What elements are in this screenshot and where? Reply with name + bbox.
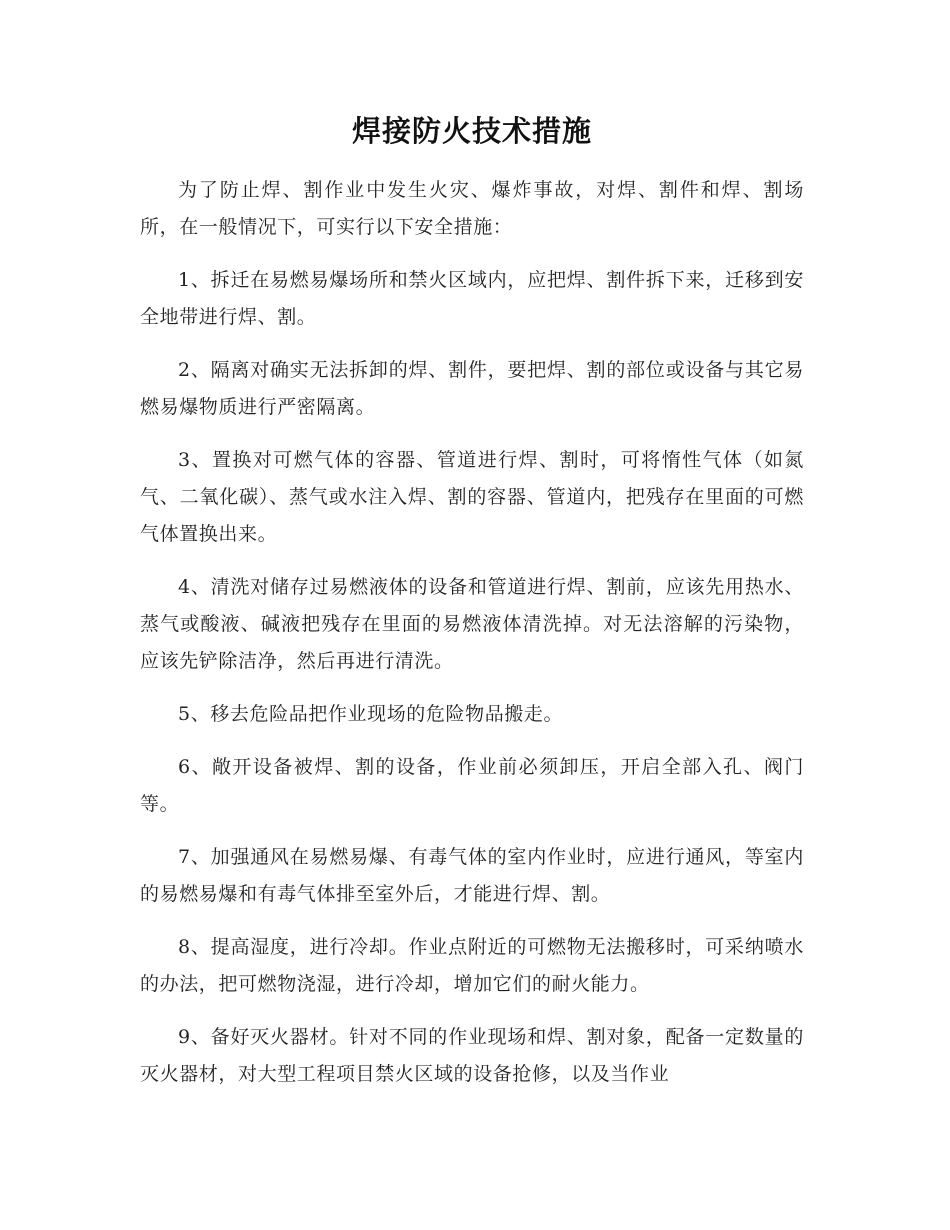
paragraph-item-6: 6、敞开设备被焊、割的设备，作业前必须卸压，开启全部入孔、阀门等。 — [140, 756, 804, 815]
document-page — [140, 106, 804, 1109]
paragraph-item-8: 8、提高湿度，进行冷却。作业点附近的可燃物无法搬移时，可采纳喷水的办法，把可燃物浇湿，进行冷却，增加它们的耐火能力。 — [140, 936, 804, 995]
paragraph-item-4: 4、清洗对储存过易燃液体的设备和管道进行焊、割前，应该先用热水、蒸气或酸液、碱液把残存在里面的易燃液体清洗掉。对无法溶解的污染物，应该先铲除洁净，然后再进行清洗。 — [140, 576, 804, 672]
paragraph-item-3: 3、置换对可燃气体的容器、管道进行焊、割时，可将惰性气体（如氮气、二氧化碳）、蒸气或水注入焊、割的容器、管道内，把残存在里面的可燃气体置换出来。 — [140, 449, 804, 545]
paragraph-item-5: 5、移去危险品把作业现场的危险物品搬走。 — [178, 703, 564, 725]
paragraph-item-2: 2、隔离对确实无法拆卸的焊、割件，要把焊、割的部位或设备与其它易燃易爆物质进行严密隔离。 — [140, 359, 804, 418]
paragraph-item-1: 1、拆迁在易燃易爆场所和禁火区域内，应把焊、割件拆下来，迁移到安全地带进行焊、割。 — [140, 269, 804, 328]
paragraph-item-7: 7、加强通风在易燃易爆、有毒气体的室内作业时，应进行通风，等室内的易燃易爆和有毒气体排至室外后，才能进行焊、割。 — [140, 846, 804, 905]
paragraph-item-9: 9、备好灭火器材。针对不同的作业现场和焊、割对象，配备一定数量的灭火器材，对大型工程项目禁火区域的设备抢修，以及当作业 — [140, 1026, 804, 1085]
document-title: 焊接防火技术措施 — [351, 114, 592, 148]
paragraph-intro: 为了防止焊、割作业中发生火灾、爆炸事故，对焊、割件和焊、割场所，在一般情况下，可实行以下安全措施： — [140, 179, 804, 238]
